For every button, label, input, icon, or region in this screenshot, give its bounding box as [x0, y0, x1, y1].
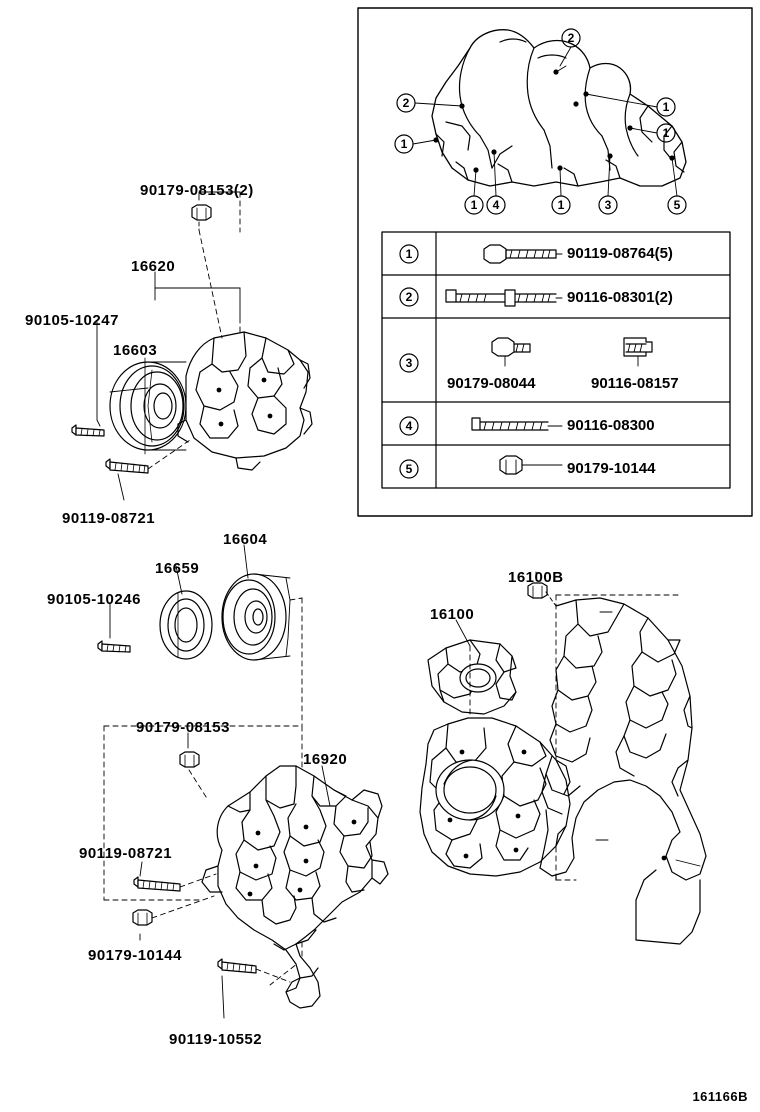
part-label-90179-10144: 90179-10144 — [88, 947, 182, 964]
legend-part-90179-10144: 90179-10144 — [567, 460, 656, 477]
legend-part-90116-08157: 90116-08157 — [591, 375, 679, 392]
inset-callout-10: 5 — [673, 198, 681, 212]
part-label-90119-10552: 90119-10552 — [169, 1031, 263, 1048]
legend-part-90119-08764: 90119-08764(5) — [567, 245, 673, 262]
part-label-90179-08153: 90179-08153 — [136, 719, 230, 736]
inset-callout-9: 3 — [604, 198, 612, 212]
part-label-90105-10246: 90105-10246 — [47, 591, 141, 608]
inset-callout-5: 1 — [400, 137, 408, 151]
inset-callout-8: 1 — [557, 198, 565, 212]
part-label-16100B: 16100B — [508, 569, 564, 586]
part-label-16659: 16659 — [155, 560, 200, 577]
legend-callout-4: 4 — [405, 419, 413, 433]
part-label-90119-08721-lower: 90119-08721 — [79, 845, 173, 862]
part-label-16920: 16920 — [303, 751, 348, 768]
legend-callout-5: 5 — [405, 462, 413, 476]
legend-part-90116-08301: 90116-08301(2) — [567, 289, 673, 306]
part-label-16604: 16604 — [223, 531, 268, 548]
part-label-90105-10247: 90105-10247 — [25, 312, 119, 329]
part-label-16603: 16603 — [113, 342, 158, 359]
legend-callout-2: 2 — [405, 290, 413, 304]
part-label-90179-08153-2: 90179-08153(2) — [140, 182, 254, 199]
part-label-16100: 16100 — [430, 606, 475, 623]
inset-callout-1: 2 — [567, 31, 575, 45]
inset-callout-7: 4 — [492, 198, 500, 212]
legend-callout-1: 1 — [405, 247, 413, 261]
diagram-code: 161166B — [692, 1089, 748, 1104]
legend-part-90179-08044: 90179-08044 — [447, 375, 536, 392]
inset-callout-2: 2 — [402, 96, 410, 110]
legend-part-90116-08300: 90116-08300 — [567, 417, 655, 434]
legend-callout-3: 3 — [405, 356, 413, 370]
inset-callout-4: 1 — [662, 126, 670, 140]
inset-panel-border — [358, 8, 752, 516]
inset-callout-3: 1 — [662, 100, 670, 114]
part-label-16620: 16620 — [131, 258, 176, 275]
inset-callout-6: 1 — [470, 198, 478, 212]
part-label-90119-08721-upper: 90119-08721 — [62, 510, 156, 527]
